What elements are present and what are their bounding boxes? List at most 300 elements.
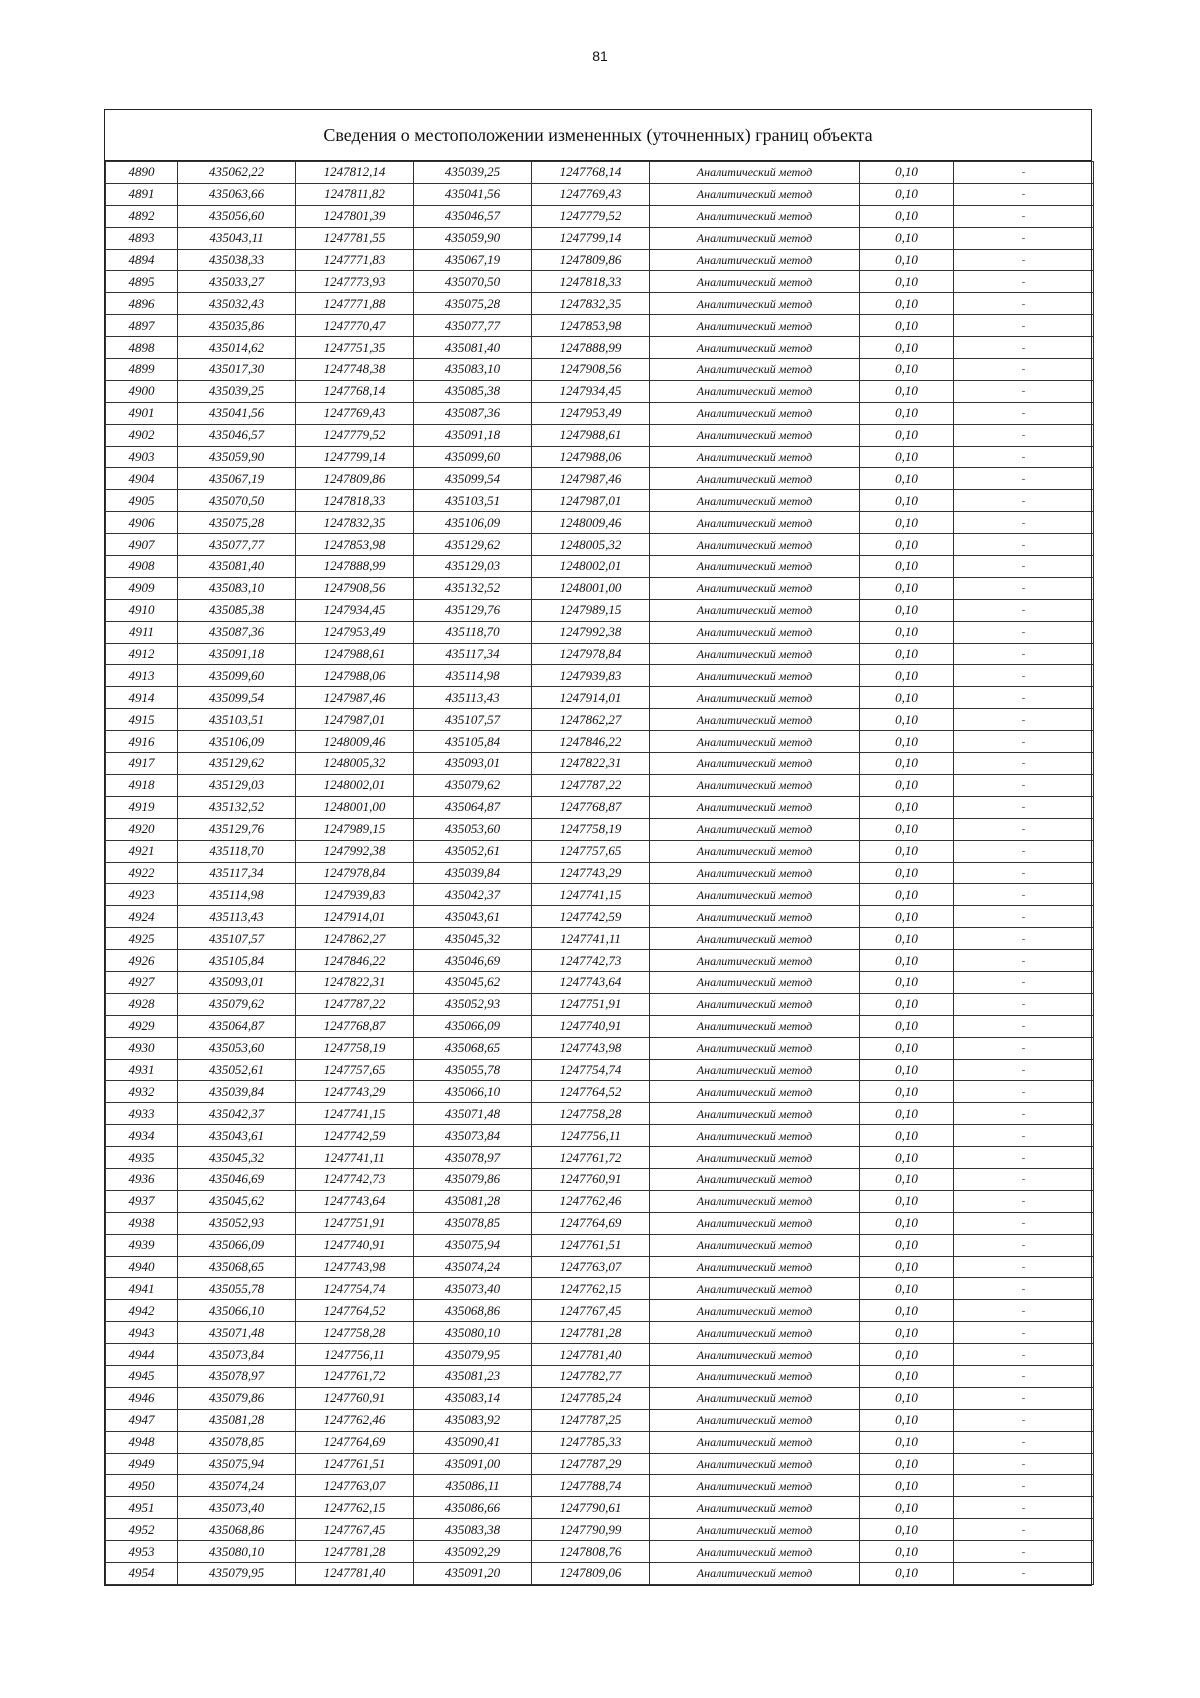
method-cell: Аналитический метод [650, 1300, 860, 1322]
y-old-cell: 1247748,38 [296, 359, 414, 381]
description-cell: - [954, 971, 1094, 993]
x-old-cell: 435085,38 [178, 599, 296, 621]
table-row [106, 162, 1094, 184]
method-cell: Аналитический метод [650, 840, 860, 862]
accuracy-cell: 0,10 [860, 1387, 954, 1409]
method-cell: Аналитический метод [650, 380, 860, 402]
description-cell: - [954, 1103, 1094, 1125]
point-number-cell: 4926 [106, 950, 178, 972]
table-row [106, 709, 1094, 731]
description-cell: - [954, 1190, 1094, 1212]
accuracy-cell: 0,10 [860, 380, 954, 402]
y-new-cell: 1247764,52 [532, 1081, 650, 1103]
x-new-cell: 435070,50 [414, 271, 532, 293]
x-new-cell: 435052,93 [414, 993, 532, 1015]
x-new-cell: 435091,00 [414, 1453, 532, 1475]
description-cell: - [954, 993, 1094, 1015]
y-new-cell: 1248005,32 [532, 534, 650, 556]
y-new-cell: 1247779,52 [532, 205, 650, 227]
y-old-cell: 1247754,74 [296, 1278, 414, 1300]
y-new-cell: 1248002,01 [532, 556, 650, 578]
table-row [106, 337, 1094, 359]
accuracy-cell: 0,10 [860, 227, 954, 249]
y-old-cell: 1247771,88 [296, 293, 414, 315]
y-old-cell: 1247914,01 [296, 906, 414, 928]
accuracy-cell: 0,10 [860, 1015, 954, 1037]
x-new-cell: 435103,51 [414, 490, 532, 512]
point-number-cell: 4891 [106, 183, 178, 205]
table-row [106, 687, 1094, 709]
table-row [106, 1234, 1094, 1256]
table-row [106, 1541, 1094, 1563]
accuracy-cell: 0,10 [860, 1453, 954, 1475]
accuracy-cell: 0,10 [860, 1344, 954, 1366]
x-old-cell: 435075,94 [178, 1453, 296, 1475]
y-old-cell: 1247741,11 [296, 1147, 414, 1169]
y-new-cell: 1247953,49 [532, 402, 650, 424]
accuracy-cell: 0,10 [860, 556, 954, 578]
x-old-cell: 435074,24 [178, 1475, 296, 1497]
y-old-cell: 1247939,83 [296, 884, 414, 906]
x-old-cell: 435105,84 [178, 950, 296, 972]
point-number-cell: 4890 [106, 162, 178, 184]
point-number-cell: 4950 [106, 1475, 178, 1497]
point-number-cell: 4952 [106, 1519, 178, 1541]
description-cell: - [954, 906, 1094, 928]
table-row [106, 1409, 1094, 1431]
point-number-cell: 4936 [106, 1168, 178, 1190]
method-cell: Аналитический метод [650, 205, 860, 227]
point-number-cell: 4897 [106, 315, 178, 337]
x-new-cell: 435079,62 [414, 774, 532, 796]
description-cell: - [954, 1037, 1094, 1059]
accuracy-cell: 0,10 [860, 359, 954, 381]
x-old-cell: 435035,86 [178, 315, 296, 337]
y-new-cell: 1247908,56 [532, 359, 650, 381]
x-old-cell: 435017,30 [178, 359, 296, 381]
y-old-cell: 1247934,45 [296, 599, 414, 621]
point-number-cell: 4916 [106, 731, 178, 753]
description-cell: - [954, 643, 1094, 665]
x-new-cell: 435106,09 [414, 512, 532, 534]
x-new-cell: 435068,65 [414, 1037, 532, 1059]
y-old-cell: 1247757,65 [296, 1059, 414, 1081]
description-cell: - [954, 424, 1094, 446]
point-number-cell: 4953 [106, 1541, 178, 1563]
y-old-cell: 1247764,52 [296, 1300, 414, 1322]
x-old-cell: 435075,28 [178, 512, 296, 534]
x-new-cell: 435078,97 [414, 1147, 532, 1169]
point-number-cell: 4927 [106, 971, 178, 993]
x-new-cell: 435042,37 [414, 884, 532, 906]
method-cell: Аналитический метод [650, 1256, 860, 1278]
y-old-cell: 1247751,35 [296, 337, 414, 359]
table-row [106, 621, 1094, 643]
description-cell: - [954, 840, 1094, 862]
description-cell: - [954, 490, 1094, 512]
accuracy-cell: 0,10 [860, 928, 954, 950]
y-old-cell: 1247781,55 [296, 227, 414, 249]
x-new-cell: 435053,60 [414, 818, 532, 840]
method-cell: Аналитический метод [650, 183, 860, 205]
x-old-cell: 435087,36 [178, 621, 296, 643]
point-number-cell: 4942 [106, 1300, 178, 1322]
table-row [106, 1190, 1094, 1212]
point-number-cell: 4912 [106, 643, 178, 665]
table-row [106, 1344, 1094, 1366]
x-new-cell: 435081,23 [414, 1365, 532, 1387]
y-new-cell: 1247888,99 [532, 337, 650, 359]
y-new-cell: 1247768,87 [532, 796, 650, 818]
x-new-cell: 435074,24 [414, 1256, 532, 1278]
description-cell: - [954, 1541, 1094, 1563]
accuracy-cell: 0,10 [860, 599, 954, 621]
accuracy-cell: 0,10 [860, 1409, 954, 1431]
accuracy-cell: 0,10 [860, 402, 954, 424]
accuracy-cell: 0,10 [860, 468, 954, 490]
method-cell: Аналитический метод [650, 1475, 860, 1497]
point-number-cell: 4903 [106, 446, 178, 468]
y-new-cell: 1247763,07 [532, 1256, 650, 1278]
accuracy-cell: 0,10 [860, 1300, 954, 1322]
description-cell: - [954, 1147, 1094, 1169]
x-new-cell: 435113,43 [414, 687, 532, 709]
table-row [106, 1497, 1094, 1519]
table-body [106, 162, 1094, 1585]
description-cell: - [954, 249, 1094, 271]
description-cell: - [954, 556, 1094, 578]
y-old-cell: 1247832,35 [296, 512, 414, 534]
method-cell: Аналитический метод [650, 402, 860, 424]
description-cell: - [954, 709, 1094, 731]
x-old-cell: 435079,62 [178, 993, 296, 1015]
y-new-cell: 1247764,69 [532, 1212, 650, 1234]
y-old-cell: 1247846,22 [296, 950, 414, 972]
accuracy-cell: 0,10 [860, 993, 954, 1015]
y-old-cell: 1247781,28 [296, 1541, 414, 1563]
y-old-cell: 1247811,82 [296, 183, 414, 205]
x-old-cell: 435042,37 [178, 1103, 296, 1125]
point-number-cell: 4944 [106, 1344, 178, 1366]
table-row [106, 1015, 1094, 1037]
y-old-cell: 1247809,86 [296, 468, 414, 490]
table-row [106, 1125, 1094, 1147]
point-number-cell: 4908 [106, 556, 178, 578]
description-cell: - [954, 665, 1094, 687]
method-cell: Аналитический метод [650, 1190, 860, 1212]
y-old-cell: 1247743,64 [296, 1190, 414, 1212]
x-old-cell: 435078,85 [178, 1431, 296, 1453]
y-old-cell: 1247760,91 [296, 1387, 414, 1409]
method-cell: Аналитический метод [650, 687, 860, 709]
x-new-cell: 435083,38 [414, 1519, 532, 1541]
y-old-cell: 1247767,45 [296, 1519, 414, 1541]
description-cell: - [954, 621, 1094, 643]
x-new-cell: 435045,32 [414, 928, 532, 950]
method-cell: Аналитический метод [650, 1387, 860, 1409]
point-number-cell: 4922 [106, 862, 178, 884]
y-old-cell: 1247812,14 [296, 162, 414, 184]
accuracy-cell: 0,10 [860, 906, 954, 928]
y-new-cell: 1248009,46 [532, 512, 650, 534]
table-row [106, 599, 1094, 621]
x-old-cell: 435083,10 [178, 577, 296, 599]
y-old-cell: 1247988,61 [296, 643, 414, 665]
y-new-cell: 1247761,51 [532, 1234, 650, 1256]
accuracy-cell: 0,10 [860, 183, 954, 205]
x-new-cell: 435073,40 [414, 1278, 532, 1300]
table-row [106, 1168, 1094, 1190]
x-new-cell: 435079,86 [414, 1168, 532, 1190]
point-number-cell: 4947 [106, 1409, 178, 1431]
x-new-cell: 435075,28 [414, 293, 532, 315]
method-cell: Аналитический метод [650, 1103, 860, 1125]
method-cell: Аналитический метод [650, 599, 860, 621]
x-old-cell: 435066,10 [178, 1300, 296, 1322]
x-old-cell: 435043,11 [178, 227, 296, 249]
table-row [106, 643, 1094, 665]
accuracy-cell: 0,10 [860, 1147, 954, 1169]
y-old-cell: 1247987,01 [296, 709, 414, 731]
accuracy-cell: 0,10 [860, 577, 954, 599]
point-number-cell: 4910 [106, 599, 178, 621]
x-new-cell: 435132,52 [414, 577, 532, 599]
point-number-cell: 4951 [106, 1497, 178, 1519]
point-number-cell: 4948 [106, 1431, 178, 1453]
accuracy-cell: 0,10 [860, 665, 954, 687]
method-cell: Аналитический метод [650, 1168, 860, 1190]
x-old-cell: 435052,93 [178, 1212, 296, 1234]
description-cell: - [954, 1212, 1094, 1234]
table-row [106, 862, 1094, 884]
method-cell: Аналитический метод [650, 796, 860, 818]
point-number-cell: 4923 [106, 884, 178, 906]
table-row [106, 1103, 1094, 1125]
method-cell: Аналитический метод [650, 424, 860, 446]
y-old-cell: 1247992,38 [296, 840, 414, 862]
description-cell: - [954, 293, 1094, 315]
description-cell: - [954, 577, 1094, 599]
table-row [106, 205, 1094, 227]
x-old-cell: 435062,22 [178, 162, 296, 184]
description-cell: - [954, 162, 1094, 184]
description-cell: - [954, 183, 1094, 205]
x-new-cell: 435079,95 [414, 1344, 532, 1366]
table-row [106, 1453, 1094, 1475]
x-old-cell: 435045,62 [178, 1190, 296, 1212]
y-old-cell: 1247771,83 [296, 249, 414, 271]
y-old-cell: 1247818,33 [296, 490, 414, 512]
description-cell: - [954, 884, 1094, 906]
point-number-cell: 4892 [106, 205, 178, 227]
y-old-cell: 1248005,32 [296, 753, 414, 775]
accuracy-cell: 0,10 [860, 512, 954, 534]
description-cell: - [954, 359, 1094, 381]
accuracy-cell: 0,10 [860, 1563, 954, 1585]
x-new-cell: 435117,34 [414, 643, 532, 665]
point-number-cell: 4901 [106, 402, 178, 424]
x-old-cell: 435056,60 [178, 205, 296, 227]
method-cell: Аналитический метод [650, 1497, 860, 1519]
point-number-cell: 4928 [106, 993, 178, 1015]
accuracy-cell: 0,10 [860, 731, 954, 753]
y-old-cell: 1247769,43 [296, 402, 414, 424]
x-new-cell: 435046,69 [414, 950, 532, 972]
point-number-cell: 4893 [106, 227, 178, 249]
point-number-cell: 4925 [106, 928, 178, 950]
method-cell: Аналитический метод [650, 621, 860, 643]
method-cell: Аналитический метод [650, 271, 860, 293]
point-number-cell: 4943 [106, 1322, 178, 1344]
x-old-cell: 435080,10 [178, 1541, 296, 1563]
description-cell: - [954, 1256, 1094, 1278]
x-new-cell: 435083,10 [414, 359, 532, 381]
accuracy-cell: 0,10 [860, 1103, 954, 1125]
x-old-cell: 435099,60 [178, 665, 296, 687]
x-old-cell: 435077,77 [178, 534, 296, 556]
y-old-cell: 1247742,73 [296, 1168, 414, 1190]
accuracy-cell: 0,10 [860, 534, 954, 556]
accuracy-cell: 0,10 [860, 774, 954, 796]
accuracy-cell: 0,10 [860, 1190, 954, 1212]
y-new-cell: 1247808,76 [532, 1541, 650, 1563]
method-cell: Аналитический метод [650, 1453, 860, 1475]
method-cell: Аналитический метод [650, 1365, 860, 1387]
y-old-cell: 1247758,28 [296, 1322, 414, 1344]
method-cell: Аналитический метод [650, 1541, 860, 1563]
y-old-cell: 1248001,00 [296, 796, 414, 818]
point-number-cell: 4937 [106, 1190, 178, 1212]
x-old-cell: 435032,43 [178, 293, 296, 315]
point-number-cell: 4911 [106, 621, 178, 643]
accuracy-cell: 0,10 [860, 1541, 954, 1563]
x-new-cell: 435105,84 [414, 731, 532, 753]
table-row [106, 1475, 1094, 1497]
y-old-cell: 1247953,49 [296, 621, 414, 643]
point-number-cell: 4921 [106, 840, 178, 862]
point-number-cell: 4902 [106, 424, 178, 446]
method-cell: Аналитический метод [650, 534, 860, 556]
y-new-cell: 1247788,74 [532, 1475, 650, 1497]
method-cell: Аналитический метод [650, 993, 860, 1015]
x-old-cell: 435081,28 [178, 1409, 296, 1431]
accuracy-cell: 0,10 [860, 1519, 954, 1541]
method-cell: Аналитический метод [650, 1519, 860, 1541]
point-number-cell: 4934 [106, 1125, 178, 1147]
x-new-cell: 435083,92 [414, 1409, 532, 1431]
description-cell: - [954, 446, 1094, 468]
x-new-cell: 435059,90 [414, 227, 532, 249]
y-new-cell: 1247781,28 [532, 1322, 650, 1344]
accuracy-cell: 0,10 [860, 490, 954, 512]
y-old-cell: 1247763,07 [296, 1475, 414, 1497]
y-new-cell: 1247758,28 [532, 1103, 650, 1125]
description-cell: - [954, 380, 1094, 402]
accuracy-cell: 0,10 [860, 753, 954, 775]
x-new-cell: 435066,09 [414, 1015, 532, 1037]
point-number-cell: 4924 [106, 906, 178, 928]
accuracy-cell: 0,10 [860, 643, 954, 665]
x-new-cell: 435039,84 [414, 862, 532, 884]
table-row [106, 796, 1094, 818]
y-old-cell: 1247773,93 [296, 271, 414, 293]
y-new-cell: 1247787,25 [532, 1409, 650, 1431]
table-row [106, 1278, 1094, 1300]
y-new-cell: 1247787,29 [532, 1453, 650, 1475]
accuracy-cell: 0,10 [860, 1168, 954, 1190]
y-old-cell: 1247761,51 [296, 1453, 414, 1475]
method-cell: Аналитический метод [650, 753, 860, 775]
method-cell: Аналитический метод [650, 249, 860, 271]
y-new-cell: 1248001,00 [532, 577, 650, 599]
description-cell: - [954, 1168, 1094, 1190]
description-cell: - [954, 1278, 1094, 1300]
table-row [106, 293, 1094, 315]
x-old-cell: 435078,97 [178, 1365, 296, 1387]
y-old-cell: 1247787,22 [296, 993, 414, 1015]
x-old-cell: 435046,69 [178, 1168, 296, 1190]
description-cell: - [954, 599, 1094, 621]
description-cell: - [954, 928, 1094, 950]
accuracy-cell: 0,10 [860, 840, 954, 862]
table-row [106, 1081, 1094, 1103]
y-old-cell: 1247779,52 [296, 424, 414, 446]
x-old-cell: 435071,48 [178, 1322, 296, 1344]
x-new-cell: 435099,60 [414, 446, 532, 468]
description-cell: - [954, 512, 1094, 534]
table-row [106, 534, 1094, 556]
accuracy-cell: 0,10 [860, 1256, 954, 1278]
x-old-cell: 435066,09 [178, 1234, 296, 1256]
description-cell: - [954, 1497, 1094, 1519]
x-new-cell: 435067,19 [414, 249, 532, 271]
y-new-cell: 1247758,19 [532, 818, 650, 840]
point-number-cell: 4919 [106, 796, 178, 818]
x-old-cell: 435106,09 [178, 731, 296, 753]
y-new-cell: 1247822,31 [532, 753, 650, 775]
y-old-cell: 1247888,99 [296, 556, 414, 578]
table-row [106, 1322, 1094, 1344]
description-cell: - [954, 1431, 1094, 1453]
method-cell: Аналитический метод [650, 731, 860, 753]
y-new-cell: 1247987,46 [532, 468, 650, 490]
point-number-cell: 4904 [106, 468, 178, 490]
method-cell: Аналитический метод [650, 1563, 860, 1585]
y-new-cell: 1247782,77 [532, 1365, 650, 1387]
method-cell: Аналитический метод [650, 512, 860, 534]
x-new-cell: 435066,10 [414, 1081, 532, 1103]
description-cell: - [954, 1125, 1094, 1147]
x-new-cell: 435083,14 [414, 1387, 532, 1409]
y-new-cell: 1247768,14 [532, 162, 650, 184]
x-old-cell: 435033,27 [178, 271, 296, 293]
accuracy-cell: 0,10 [860, 249, 954, 271]
point-number-cell: 4939 [106, 1234, 178, 1256]
table-row [106, 950, 1094, 972]
method-cell: Аналитический метод [650, 1125, 860, 1147]
x-old-cell: 435041,56 [178, 402, 296, 424]
accuracy-cell: 0,10 [860, 1322, 954, 1344]
y-new-cell: 1247992,38 [532, 621, 650, 643]
x-old-cell: 435107,57 [178, 928, 296, 950]
table-row [106, 884, 1094, 906]
x-new-cell: 435107,57 [414, 709, 532, 731]
method-cell: Аналитический метод [650, 446, 860, 468]
y-old-cell: 1247989,15 [296, 818, 414, 840]
x-old-cell: 435081,40 [178, 556, 296, 578]
y-new-cell: 1247781,40 [532, 1344, 650, 1366]
x-new-cell: 435043,61 [414, 906, 532, 928]
